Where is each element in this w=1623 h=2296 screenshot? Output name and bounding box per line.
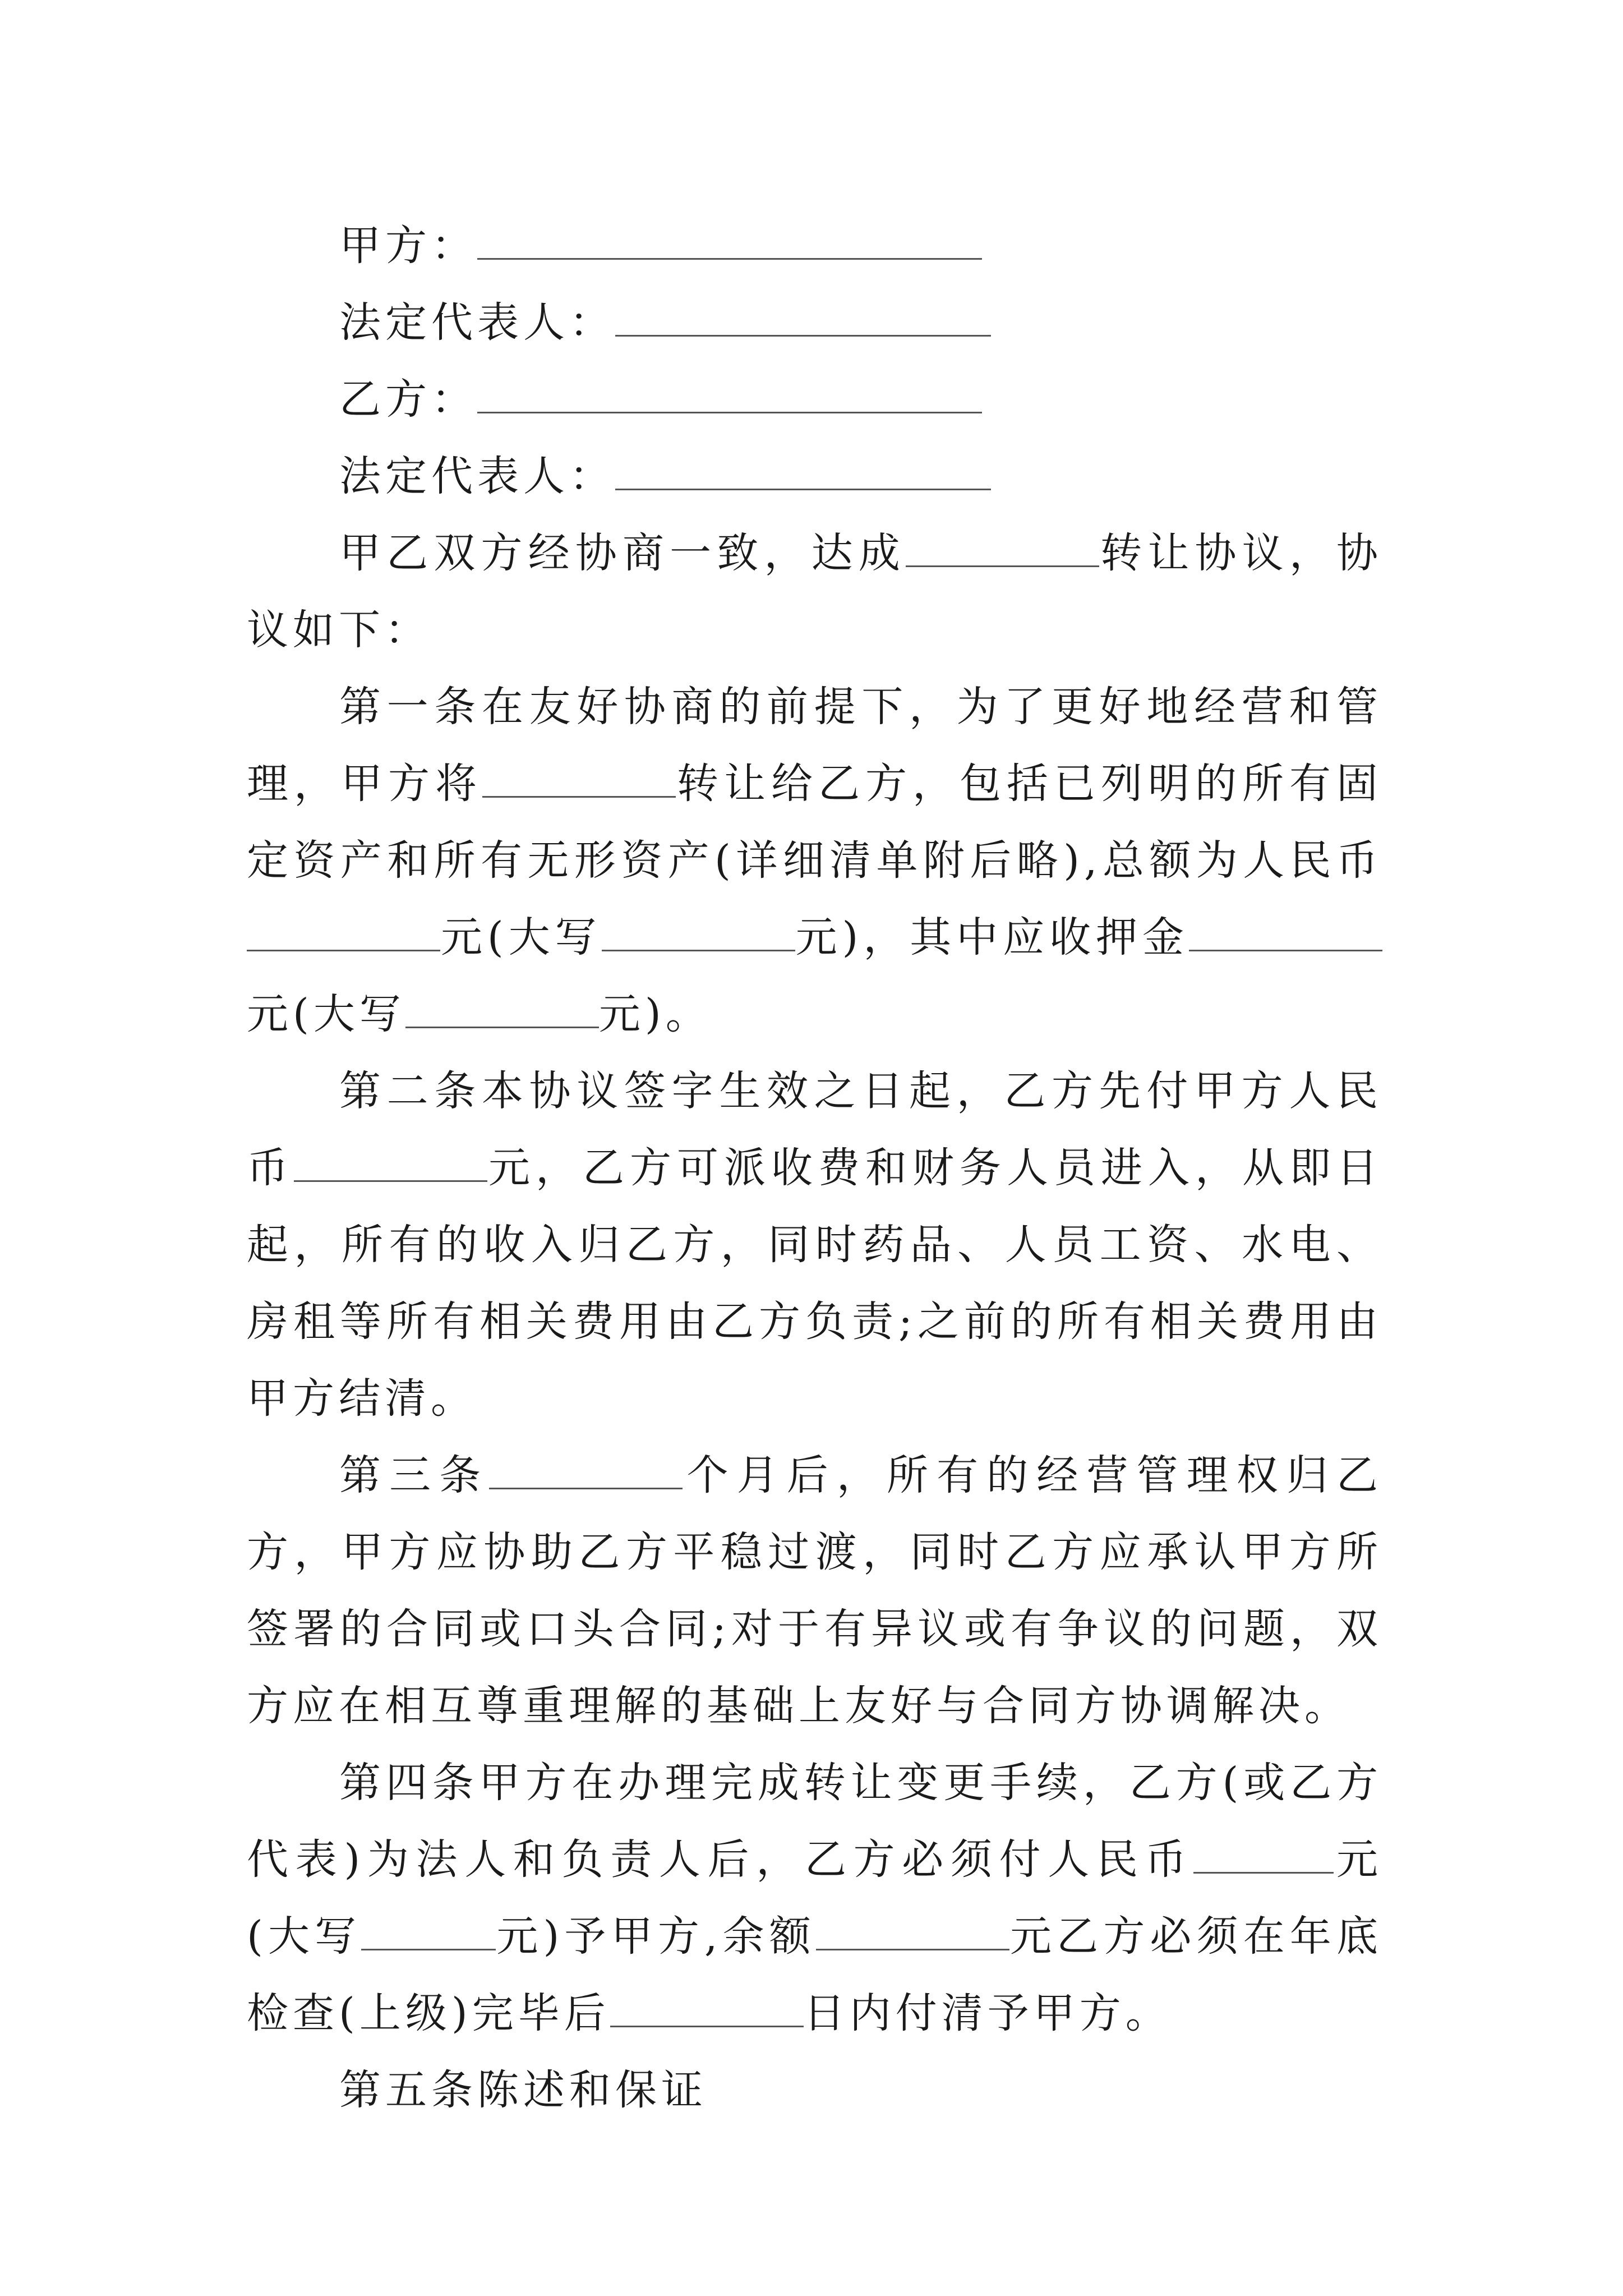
article-1-text-3: 元(大写	[440, 913, 602, 961]
article-4-blank-2	[361, 1902, 496, 1950]
party-b-label: 乙方：	[339, 375, 477, 424]
article-1-text-6: 元)。	[598, 990, 712, 1038]
party-b-line	[247, 361, 1382, 438]
article-1-blank-2	[247, 903, 440, 951]
article-2	[247, 1053, 1382, 1437]
article-1	[247, 669, 1382, 1053]
article-5-title: 第五条陈述和保证	[339, 2066, 707, 2114]
article-1-blank-3	[602, 903, 795, 951]
article-3-blank-1	[489, 1441, 683, 1489]
article-4-text-2: 元(大写	[247, 1835, 1383, 1961]
party-a-rep-blank	[615, 288, 991, 337]
article-1-blank-1	[482, 749, 676, 798]
article-3-text-2: 个月后，所有的经营管理权归乙方，甲方应协助乙方平稳过渡，同时乙方应承认甲方所签署的合同或口头合同;对于有异议或有争议的问题，双方应在相互尊重理解的基础上友好与合同方协调解决。	[247, 1451, 1383, 1730]
intro-blank	[906, 518, 1099, 567]
article-2-text-1: 第二条本协议签字生效之日起，乙方先付甲方人民币	[247, 1067, 1382, 1192]
party-a-blank	[477, 211, 982, 260]
party-b-blank	[477, 365, 982, 413]
article-4-text-5: 日内付清予甲方。	[803, 1989, 1172, 2037]
article-3	[247, 1437, 1382, 1745]
article-4-blank-1	[1193, 1825, 1334, 1874]
article-4-text-3: 元)予甲方,余额	[496, 1912, 816, 1961]
article-4-text-4: 元乙方必须在年底检查(上级)完毕后	[247, 1912, 1382, 2037]
article-4-text-1: 第四条甲方在办理完成转让变更手续，乙方(或乙方代表)为法人和负责人后，乙方必须付人民币	[247, 1759, 1382, 1884]
party-a-rep-label: 法定代表人：	[339, 298, 615, 347]
article-1-text-4: 元)，其中应收押金	[795, 913, 1189, 961]
intro-paragraph	[247, 515, 1382, 669]
party-b-rep-line	[247, 438, 1382, 515]
intro-text-2: 转让协议，协议如下：	[247, 529, 1382, 654]
article-4	[247, 1745, 1382, 2052]
article-2-blank-1	[294, 1133, 487, 1182]
article-1-text-5: 元(大写	[247, 990, 405, 1038]
party-a-rep-line	[247, 284, 1382, 361]
party-a-label: 甲方：	[339, 222, 477, 270]
party-b-rep-blank	[615, 441, 991, 490]
party-a-line	[247, 208, 1382, 284]
article-1-text-2: 转让给乙方，包括已列明的所有固定资产和所有无形资产(详细清单附后略),总额为人民币	[247, 760, 1382, 885]
intro-text-1: 甲乙双方经协商一致，达成	[339, 529, 906, 577]
article-2-text-2: 元，乙方可派收费和财务人员进入，从即日起，所有的收入归乙方，同时药品、人员工资、水电、房租等所有相关费用由乙方负责;之前的所有相关费用由甲方结清。	[247, 1144, 1382, 1423]
article-1-blank-5	[405, 979, 599, 1028]
article-1-text-1: 第一条在友好协商的前提下，为了更好地经营和管理，甲方将	[247, 683, 1382, 808]
article-1-blank-4	[1189, 903, 1382, 951]
article-3-text-1: 第三条	[339, 1451, 490, 1499]
article-4-blank-4	[610, 1978, 804, 2027]
article-4-blank-3	[816, 1902, 1009, 1950]
party-b-rep-label: 法定代表人：	[339, 452, 615, 500]
document-body	[247, 208, 1382, 2129]
